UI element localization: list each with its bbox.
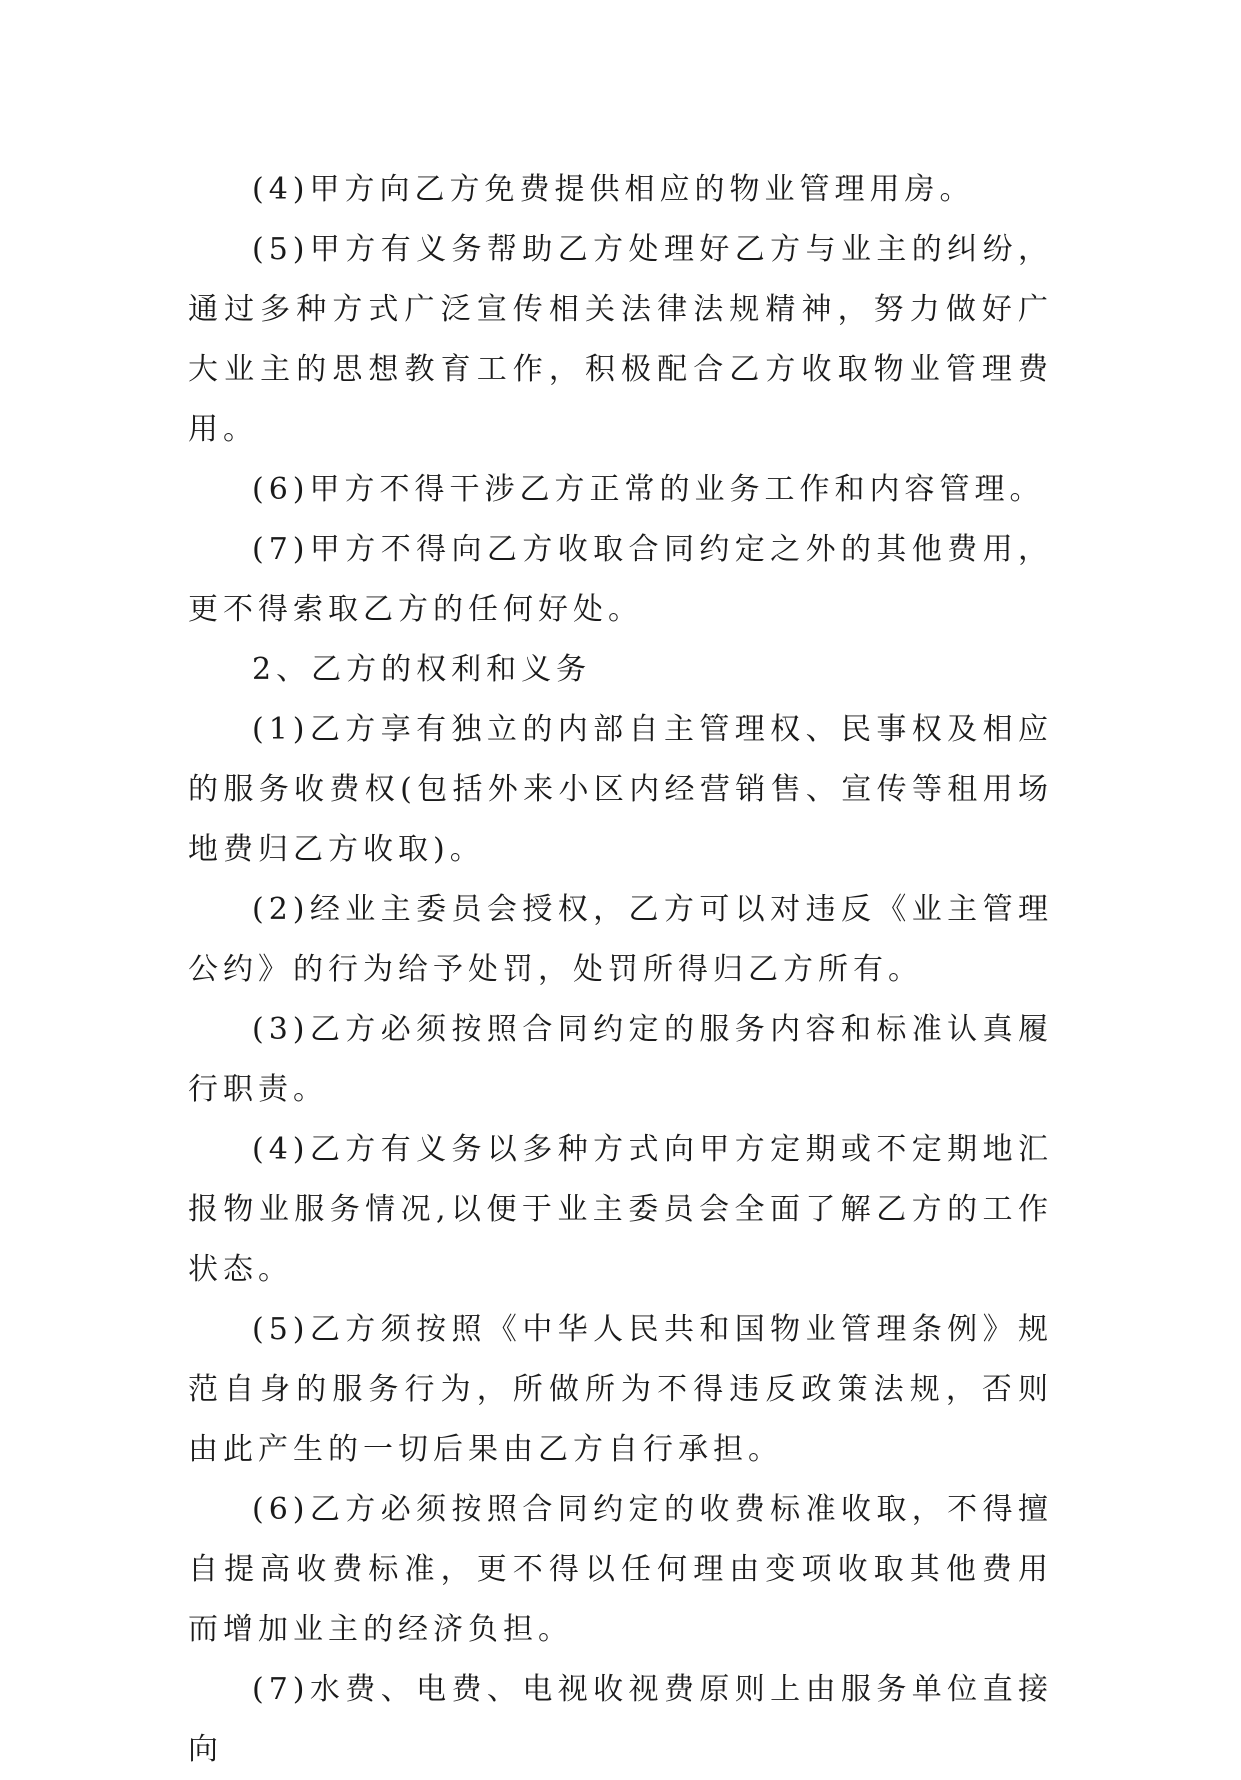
paragraph-party-a-5: (5)甲方有义务帮助乙方处理好乙方与业主的纠纷，通过多种方式广泛宣传相关法律法规精神，努力做好广大业主的思想教育工作，积极配合乙方收取物业管理费用。 (188, 232, 1053, 447)
paragraph-party-a-6: (6)甲方不得干涉乙方正常的业务工作和内容管理。 (252, 472, 1045, 507)
paragraph-party-b-3: (3)乙方必须按照合同约定的服务内容和标准认真履行职责。 (188, 1012, 1053, 1107)
paragraph-party-b-5: (5)乙方须按照《中华人民共和国物业管理条例》规范自身的服务行为，所做所为不得违反政策法规，否则由此产生的一切后果由乙方自行承担。 (188, 1312, 1053, 1467)
paragraph-party-b-4: (4)乙方有义务以多种方式向甲方定期或不定期地汇报物业服务情况,以便于业主委员会全面了解乙方的工作状态。 (188, 1132, 1053, 1287)
paragraph-party-b-7: (7)水费、电费、电视收视费原则上由服务单位直接向 (188, 1672, 1053, 1767)
section-heading-party-b: 2、乙方的权利和义务 (252, 652, 592, 687)
paragraph-party-a-7: (7)甲方不得向乙方收取合同约定之外的其他费用，更不得索取乙方的任何好处。 (188, 532, 1053, 627)
paragraph-party-b-6: (6)乙方必须按照合同约定的收费标准收取，不得擅自提高收费标准，更不得以任何理由变项收取其他费用而增加业主的经济负担。 (188, 1492, 1053, 1647)
paragraph-party-b-1: (1)乙方享有独立的内部自主管理权、民事权及相应的服务收费权(包括外来小区内经营销售、宣传等租用场地费归乙方收取)。 (188, 712, 1053, 867)
document-body (188, 160, 1053, 1780)
paragraph-party-b-2: (2)经业主委员会授权，乙方可以对违反《业主管理公约》的行为给予处罚，处罚所得归乙方所有。 (188, 892, 1053, 987)
paragraph-party-a-4: (4)甲方向乙方免费提供相应的物业管理用房。 (252, 172, 975, 207)
